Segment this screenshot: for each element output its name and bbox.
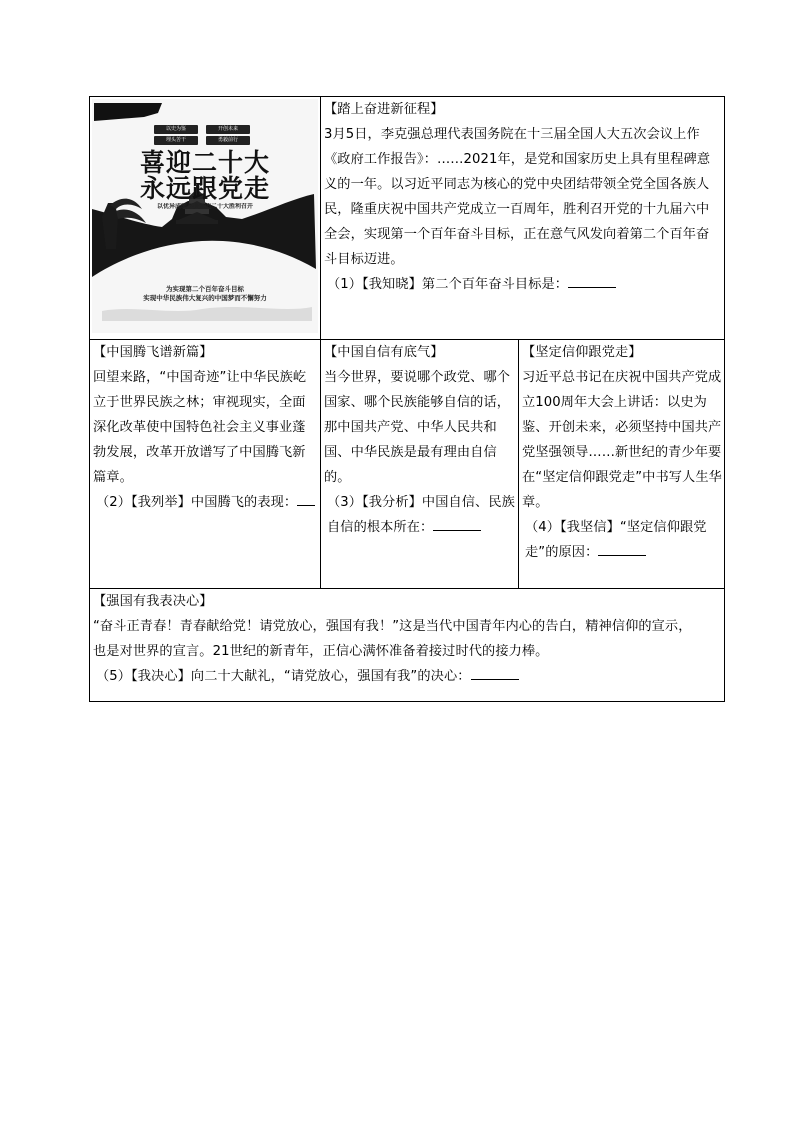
section5-heading: 【强国有我表决心】 [93, 594, 213, 609]
section4-paragraph: 习近平总书记在庆祝中国共产党成立100周年大会上讲话：以史为鉴、开创未来，必须坚持中国共产党坚强领导……新世纪的青少年要在“坚定信仰跟党走”中书写人生华章。 [522, 370, 722, 510]
answer-blank-3[interactable] [433, 516, 481, 531]
section5-paragraph-line1: “奋斗正青春！青春献给党！请党放心，强国有我！”这是当代中国青年内心的告白，精神信仰的宣示， [93, 619, 692, 634]
poster-subtitle: 以优异成绩迎接党的二十大胜利召开 [156, 203, 253, 210]
section3-question-text: （3）【我分析】中国自信、民族自信的根本所在： [327, 495, 515, 535]
answer-blank-2[interactable] [297, 491, 315, 506]
section4-heading: 【坚定信仰跟党走】 [522, 345, 642, 360]
table-border-right [724, 96, 725, 702]
section5-question [93, 664, 722, 689]
answer-blank-1[interactable] [568, 273, 616, 288]
section5-question-text: （5）【我决心】向二十大献礼，“请党放心，强国有我”的决心： [96, 669, 471, 684]
cell-section3 [321, 340, 518, 588]
poster-title-line2: 永远跟党走 [139, 174, 270, 203]
section5-paragraph-line2: 也是对世界的宣言。21世纪的新青年，正信心满怀准备着接过时代的接力棒。 [93, 644, 549, 659]
section2-question-text: （2）【我列举】中国腾飞的表现： [96, 495, 298, 510]
poster-footer-line2: 实现中华民族伟大复兴的中国梦而不懈努力 [143, 294, 267, 302]
section4-question [522, 515, 722, 565]
cell-section5 [90, 589, 724, 701]
section3-question [324, 490, 516, 540]
cell-section2 [90, 340, 320, 588]
poster-tag-2: 开创未来 [206, 125, 250, 134]
section4-question-text: （4）【我坚信】“坚定信仰跟党走”的原因： [525, 520, 707, 560]
section1-question [324, 272, 722, 297]
section2-paragraph: 回望来路，“中国奇迹”让中华民族屹立于世界民族之林；审视现实，全面深化改革使中国特色社会主义事业蓬勃发展，改革开放谱写了中国腾飞新篇章。 [93, 370, 307, 485]
poster-image [92, 99, 318, 333]
poster-title-line1: 喜迎二十大 [139, 148, 270, 177]
section2-question [93, 490, 318, 515]
section3-heading: 【中国自信有底气】 [324, 345, 444, 360]
poster-footer-line1: 为实现第二个百年奋斗目标 [166, 285, 244, 293]
section1-paragraph: 3月5日，李克强总理代表国务院在十三届全国人大五次会议上作《政府工作报告》：……2021年，是党和国家历史上具有里程碑意义的一年。以习近平同志为核心的党中央团结带领全党全国各族人民，隆重庆祝中国共产党成立一百周年，胜利召开党的十九届六中全会，实现第一个百年奋斗目标，正在意气风发向着第二个百年奋斗目标迈进。 [324, 127, 711, 267]
section1-question-text: （1）【我知晓】第二个百年奋斗目标是： [327, 277, 569, 292]
cell-section1 [321, 97, 724, 339]
section2-heading: 【中国腾飞谱新篇】 [93, 345, 213, 360]
table-border-bottom [89, 701, 725, 702]
section1-heading: 【踏上奋进新征程】 [324, 102, 444, 117]
poster-tag-4: 勇毅前行 [206, 136, 250, 145]
answer-blank-5[interactable] [471, 665, 519, 680]
section3-paragraph: 当今世界，要说哪个政党、哪个国家、哪个民族能够自信的话，那中国共产党、中华人民共和国、中华民族是最有理由自信的。 [324, 370, 511, 485]
poster-tag-3: 埋头苦干 [154, 136, 198, 145]
poster-tag-1: 以史为鉴 [154, 125, 198, 134]
answer-blank-4[interactable] [598, 541, 646, 556]
cell-section4 [519, 340, 724, 588]
